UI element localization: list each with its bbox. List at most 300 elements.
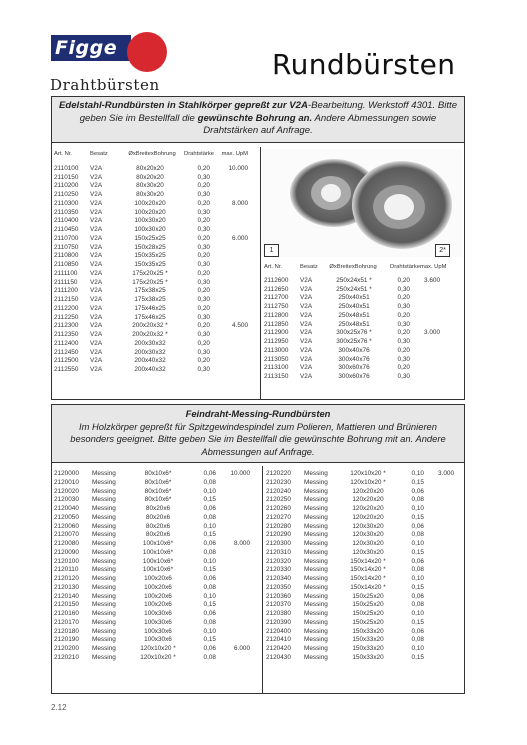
cell-max-rpm xyxy=(210,226,248,235)
cell-art-nr: 2120020 xyxy=(54,487,79,495)
table-row xyxy=(264,303,464,312)
table-row xyxy=(264,329,464,338)
cell-art-nr: 2120140 xyxy=(54,592,79,600)
brass-table-right xyxy=(266,470,464,663)
cell-material: V2A xyxy=(90,234,103,242)
cell-art-nr: 2120120 xyxy=(54,575,79,582)
cell-art-nr: 2112500 xyxy=(54,357,79,365)
cell-max-rpm xyxy=(216,496,250,505)
cell-material: Messing xyxy=(304,470,328,477)
cell-art-nr: 2112750 xyxy=(264,303,289,310)
table-row xyxy=(54,305,258,314)
cell-dimensions: 200x20x32 * xyxy=(132,322,168,330)
cell-wire-gauge: 0,20 xyxy=(397,294,410,302)
stainless-table-left xyxy=(54,150,258,375)
cell-max-rpm xyxy=(424,575,454,584)
cell-dimensions: 150x25x20 xyxy=(352,610,384,617)
stainless-heading-bold: Edelstahl-Rundbürsten in Stahlkörper gepreßt zur V2A xyxy=(58,100,308,111)
cell-wire-gauge: 0,30 xyxy=(397,285,410,293)
cell-art-nr: 2110200 xyxy=(54,182,79,190)
header-besatz: Besatz xyxy=(300,264,318,270)
cell-wire-gauge: 0,06 xyxy=(203,540,216,547)
table-row xyxy=(266,593,464,602)
table-row xyxy=(264,294,464,303)
cell-material: Messing xyxy=(304,505,328,512)
cell-art-nr: 2112350 xyxy=(54,331,79,338)
cell-art-nr: 2120380 xyxy=(266,610,291,617)
cell-art-nr: 2120320 xyxy=(266,557,291,565)
cell-max-rpm xyxy=(424,610,454,619)
cell-dimensions: 150x14x20 * xyxy=(350,575,386,582)
cell-material: Messing xyxy=(92,505,116,512)
cell-wire-gauge: 0,10 xyxy=(411,540,424,547)
cell-art-nr: 2110150 xyxy=(54,173,79,181)
cell-material: Messing xyxy=(92,618,116,626)
cell-max-rpm xyxy=(424,488,454,497)
cell-max-rpm xyxy=(210,209,248,218)
cell-wire-gauge: 0,30 xyxy=(197,208,210,216)
cell-material: V2A xyxy=(90,322,103,330)
cell-material: V2A xyxy=(90,182,103,190)
cell-art-nr: 2120260 xyxy=(266,505,291,512)
cell-wire-gauge: 0,06 xyxy=(203,610,216,617)
cell-max-rpm xyxy=(424,496,454,505)
cell-wire-gauge: 0,30 xyxy=(397,303,410,310)
cell-wire-gauge: 0,10 xyxy=(203,487,216,495)
cell-art-nr: 2120360 xyxy=(266,592,291,600)
cell-art-nr: 2110850 xyxy=(54,261,79,268)
cell-material: V2A xyxy=(90,278,103,286)
cell-max-rpm xyxy=(216,488,250,497)
table-row xyxy=(54,470,260,479)
cell-max-rpm xyxy=(210,279,248,288)
cell-wire-gauge: 0,30 xyxy=(197,348,210,356)
table-row xyxy=(54,593,260,602)
cell-material: V2A xyxy=(90,331,103,338)
cell-material: Messing xyxy=(304,531,328,539)
cell-art-nr: 2112450 xyxy=(54,348,79,356)
table-row xyxy=(266,566,464,575)
header-wire: Drahtstärke xyxy=(390,264,420,270)
cell-material: Messing xyxy=(92,531,116,539)
cell-wire-gauge: 0,10 xyxy=(203,627,216,635)
cell-dimensions: 175x46x25 xyxy=(134,313,166,321)
cell-art-nr: 2120430 xyxy=(266,653,291,661)
cell-art-nr: 2110350 xyxy=(54,208,79,216)
table-row xyxy=(54,314,258,323)
cell-material: Messing xyxy=(304,478,328,486)
cell-max-rpm xyxy=(424,584,454,593)
cell-art-nr: 2120420 xyxy=(266,645,291,652)
cell-max-rpm xyxy=(210,261,248,270)
cell-dimensions: 120x10x20 * xyxy=(350,470,386,477)
cell-max-rpm xyxy=(424,601,454,610)
table-row xyxy=(54,610,260,619)
cell-material: Messing xyxy=(92,540,116,547)
cell-art-nr: 2120410 xyxy=(266,636,291,644)
cell-art-nr: 2120080 xyxy=(54,540,79,547)
cell-wire-gauge: 0,06 xyxy=(411,592,424,600)
cell-material: Messing xyxy=(92,470,116,477)
cell-max-rpm xyxy=(216,549,250,558)
cell-dimensions: 120x10x20 * xyxy=(350,478,386,486)
table-row xyxy=(54,575,260,584)
cell-material: Messing xyxy=(304,601,328,609)
cell-dimensions: 200x40x32 xyxy=(134,366,166,373)
cell-art-nr: 2110250 xyxy=(54,191,79,198)
cell-wire-gauge: 0,20 xyxy=(197,339,210,347)
cell-art-nr: 2120000 xyxy=(54,470,79,477)
stainless-heading-rest: -Bearbeitung. Werkstoff 4301. Bitte geben Sie im Bestellfall die xyxy=(79,100,458,124)
cell-dimensions: 150x25x20 xyxy=(352,592,384,600)
cell-max-rpm xyxy=(410,364,440,373)
cell-dimensions: 100x20x6 xyxy=(144,592,172,600)
stainless-column-divider xyxy=(260,147,261,399)
cell-max-rpm xyxy=(424,514,454,523)
brass-right-rows xyxy=(266,470,464,663)
cell-wire-gauge: 0,20 xyxy=(197,357,210,365)
cell-dimensions: 150x33x20 xyxy=(352,636,384,644)
cell-wire-gauge: 0,15 xyxy=(411,618,424,626)
cell-max-rpm xyxy=(424,593,454,602)
header-wire: Drahtstärke xyxy=(184,151,214,157)
cell-wire-gauge: 0,15 xyxy=(411,548,424,556)
cell-material: Messing xyxy=(304,487,328,495)
cell-max-rpm xyxy=(424,558,454,567)
cell-art-nr: 2110450 xyxy=(54,226,79,233)
table-row xyxy=(54,566,260,575)
cell-wire-gauge: 0,20 xyxy=(397,346,410,354)
cell-max-rpm xyxy=(216,514,250,523)
cell-material: V2A xyxy=(90,226,103,233)
cell-art-nr: 2120250 xyxy=(266,496,291,504)
cell-max-rpm xyxy=(216,531,250,540)
table-row xyxy=(54,340,258,349)
table-row xyxy=(54,514,260,523)
cell-wire-gauge: 0,08 xyxy=(203,548,216,556)
cell-dimensions: 80x20x6 xyxy=(145,513,171,521)
cell-max-rpm xyxy=(210,349,248,358)
cell-max-rpm xyxy=(410,338,440,347)
cell-dimensions: 100x20x6 xyxy=(144,575,172,582)
cell-wire-gauge: 0,08 xyxy=(203,653,216,661)
brass-left-rows xyxy=(54,470,260,663)
cell-material: Messing xyxy=(304,513,328,521)
cell-max-rpm xyxy=(216,584,250,593)
cell-dimensions: 120x20x20 xyxy=(352,496,384,504)
table-row xyxy=(54,287,258,296)
cell-wire-gauge: 0,30 xyxy=(197,296,210,303)
cell-dimensions: 150x33x20 xyxy=(352,645,384,652)
cell-wire-gauge: 0,06 xyxy=(203,505,216,512)
table-row xyxy=(54,349,258,358)
cell-material: Messing xyxy=(304,618,328,626)
cell-material: Messing xyxy=(304,610,328,617)
cell-wire-gauge: 0,30 xyxy=(397,320,410,328)
cell-art-nr: 2120350 xyxy=(266,583,291,591)
cell-wire-gauge: 0,30 xyxy=(397,355,410,363)
cell-max-rpm xyxy=(210,340,248,349)
cell-material: V2A xyxy=(300,303,313,310)
table-row xyxy=(54,636,260,645)
cell-dimensions: 250x24x51 * xyxy=(336,285,372,293)
cell-material: Messing xyxy=(92,645,116,652)
cell-material: Messing xyxy=(92,653,116,661)
cell-art-nr: 2120240 xyxy=(266,487,291,495)
cell-art-nr: 2120280 xyxy=(266,522,291,530)
cell-art-nr: 2120160 xyxy=(54,610,79,617)
brass-heading-bold: Feindraht-Messing-Rundbürsten xyxy=(185,408,331,419)
cell-material: Messing xyxy=(92,610,116,617)
cell-wire-gauge: 0,10 xyxy=(203,557,216,565)
cell-max-rpm xyxy=(410,303,440,312)
cell-wire-gauge: 0,30 xyxy=(197,173,210,181)
cell-max-rpm xyxy=(210,217,248,226)
cell-max-rpm xyxy=(410,347,440,356)
cell-dimensions: 80x30x20 xyxy=(136,191,164,198)
cell-dimensions: 80x20x6 xyxy=(145,522,171,530)
cell-dimensions: 80x10x6* xyxy=(144,487,172,495)
brand-logo-text: Figge xyxy=(55,37,118,59)
table-row xyxy=(54,531,260,540)
cell-material: Messing xyxy=(304,636,328,644)
table-row xyxy=(266,531,464,540)
cell-art-nr: 2110400 xyxy=(54,217,79,225)
cell-material: V2A xyxy=(300,294,313,302)
table-row xyxy=(264,286,464,295)
cell-material: Messing xyxy=(92,478,116,486)
cell-material: Messing xyxy=(304,645,328,652)
cell-art-nr: 2112250 xyxy=(54,313,79,321)
page-title: Rundbürsten xyxy=(272,48,456,81)
cell-art-nr: 2120230 xyxy=(266,478,291,486)
cell-dimensions: 100x20x20 xyxy=(134,208,166,216)
cell-wire-gauge: 0,20 xyxy=(197,252,210,260)
cell-art-nr: 2120030 xyxy=(54,496,79,504)
cell-art-nr: 2120400 xyxy=(266,627,291,635)
cell-wire-gauge: 0,20 xyxy=(397,364,410,372)
table-row xyxy=(54,322,258,331)
cell-art-nr: 2113100 xyxy=(264,364,289,372)
cell-dimensions: 80x20x6 xyxy=(145,531,171,539)
cell-material: Messing xyxy=(92,592,116,600)
cell-max-rpm xyxy=(210,174,248,183)
cell-dimensions: 100x20x6 xyxy=(144,601,172,609)
cell-art-nr: 2112700 xyxy=(264,294,289,302)
cell-material: V2A xyxy=(90,217,103,225)
header-art-nr: Art. Nr. xyxy=(54,151,73,157)
cell-max-rpm: 6.000 xyxy=(232,234,248,242)
cell-max-rpm: 3.600 xyxy=(424,276,440,284)
cell-art-nr: 2120010 xyxy=(54,478,79,486)
cell-wire-gauge: 0,20 xyxy=(397,329,410,337)
cell-material: V2A xyxy=(300,329,313,337)
table-row xyxy=(266,636,464,645)
cell-wire-gauge: 0,30 xyxy=(197,278,210,286)
table-row xyxy=(264,356,464,365)
cell-dimensions: 100x30x6 xyxy=(144,627,172,635)
cell-max-rpm xyxy=(216,654,250,663)
cell-dimensions: 150x14x20 * xyxy=(350,583,386,591)
cell-dimensions: 300x25x76 * xyxy=(336,329,372,337)
cell-material: Messing xyxy=(92,636,116,644)
cell-art-nr: 2113000 xyxy=(264,346,289,354)
cell-dimensions: 120x30x20 xyxy=(352,540,384,547)
cell-art-nr: 2120300 xyxy=(266,540,291,547)
cell-material: V2A xyxy=(90,199,103,207)
cell-dimensions: 80x20x20 xyxy=(136,173,164,181)
cell-max-rpm xyxy=(216,479,250,488)
brass-column-divider xyxy=(262,466,263,693)
cell-material: V2A xyxy=(90,243,103,251)
cell-max-rpm xyxy=(424,636,454,645)
table-row xyxy=(54,619,260,628)
cell-art-nr: 2110800 xyxy=(54,252,79,260)
cell-dimensions: 200x30x32 xyxy=(134,339,166,347)
cell-dimensions: 150x35x25 xyxy=(134,252,166,260)
cell-wire-gauge: 0,08 xyxy=(203,513,216,521)
cell-max-rpm xyxy=(216,601,250,610)
cell-art-nr: 2112900 xyxy=(264,329,289,337)
cell-art-nr: 2111100 xyxy=(54,269,78,277)
cell-wire-gauge: 0,10 xyxy=(411,470,424,477)
cell-wire-gauge: 0,30 xyxy=(197,366,210,373)
cell-max-rpm xyxy=(410,321,440,330)
cell-wire-gauge: 0,08 xyxy=(411,636,424,644)
cell-wire-gauge: 0,30 xyxy=(197,226,210,233)
cell-max-rpm xyxy=(210,191,248,200)
cell-max-rpm: 3.000 xyxy=(424,329,440,337)
cell-dimensions: 100x10x6* xyxy=(142,557,174,565)
table-row xyxy=(54,252,258,261)
cell-max-rpm xyxy=(210,331,248,340)
cell-dimensions: 100x20x20 xyxy=(134,199,166,207)
cell-art-nr: 2120290 xyxy=(266,531,291,539)
cell-art-nr: 2112400 xyxy=(54,339,79,347)
cell-art-nr: 2120340 xyxy=(266,575,291,582)
cell-wire-gauge: 0,10 xyxy=(203,592,216,600)
cell-art-nr: 2112650 xyxy=(264,285,289,293)
photo-tag-2: 2* xyxy=(435,244,450,257)
cell-wire-gauge: 0,06 xyxy=(203,470,216,477)
table-row xyxy=(266,470,464,479)
table-row xyxy=(266,488,464,497)
cell-material: Messing xyxy=(304,540,328,547)
cell-material: Messing xyxy=(92,487,116,495)
cell-material: V2A xyxy=(300,285,313,293)
table-row xyxy=(266,575,464,584)
header-dimensions: ØxBreitexBohrung xyxy=(329,264,377,270)
cell-dimensions: 300x25x76 * xyxy=(336,338,372,345)
table-row xyxy=(54,200,258,209)
table-row xyxy=(54,628,260,637)
cell-art-nr: 2120040 xyxy=(54,505,79,512)
cell-dimensions: 150x33x20 xyxy=(352,627,384,635)
cell-material: Messing xyxy=(92,566,116,574)
cell-dimensions: 120x30x20 xyxy=(352,548,384,556)
cell-material: Messing xyxy=(304,592,328,600)
cell-wire-gauge: 0,08 xyxy=(411,601,424,609)
stainless-section-heading xyxy=(52,97,464,143)
cell-dimensions: 80x10x6* xyxy=(144,470,172,477)
cell-dimensions: 175x46x25 xyxy=(134,304,166,312)
table-row xyxy=(266,645,464,654)
cell-art-nr: 2110750 xyxy=(54,243,79,251)
header-art-nr: Art. Nr. xyxy=(264,264,283,270)
cell-max-rpm xyxy=(216,558,250,567)
table-row xyxy=(266,558,464,567)
cell-wire-gauge: 0,30 xyxy=(197,191,210,198)
cell-max-rpm xyxy=(410,312,440,321)
cell-dimensions: 175x20x25 * xyxy=(132,269,168,277)
cell-dimensions: 100x30x20 xyxy=(134,226,166,233)
cell-wire-gauge: 0,15 xyxy=(203,601,216,609)
header-dimensions: ØxBreitexBohrung xyxy=(128,151,176,157)
cell-dimensions: 120x10x20 * xyxy=(140,653,176,661)
cell-material: V2A xyxy=(90,313,103,321)
cell-art-nr: 2120070 xyxy=(54,531,79,539)
cell-material: Messing xyxy=(304,496,328,504)
cell-dimensions: 175x38x25 xyxy=(134,296,166,303)
cell-wire-gauge: 0,20 xyxy=(197,164,210,172)
cell-dimensions: 200x20x32 * xyxy=(132,331,168,338)
table-header xyxy=(264,263,464,272)
cell-max-rpm xyxy=(210,314,248,323)
cell-max-rpm xyxy=(216,619,250,628)
cell-max-rpm xyxy=(216,628,250,637)
cell-art-nr: 2111150 xyxy=(54,278,78,286)
cell-wire-gauge: 0,10 xyxy=(411,505,424,512)
table-row xyxy=(266,479,464,488)
cell-material: V2A xyxy=(300,355,313,363)
cell-material: V2A xyxy=(300,320,313,328)
cell-wire-gauge: 0,30 xyxy=(197,331,210,338)
cell-material: V2A xyxy=(90,287,103,295)
table-row xyxy=(54,217,258,226)
cell-art-nr: 2120310 xyxy=(266,548,291,556)
cell-dimensions: 80x20x6 xyxy=(145,505,171,512)
cell-max-rpm: 10.000 xyxy=(230,470,250,477)
cell-wire-gauge: 0,20 xyxy=(197,304,210,312)
cell-wire-gauge: 0,08 xyxy=(203,618,216,626)
cell-art-nr: 2120390 xyxy=(266,618,291,626)
cell-material: V2A xyxy=(300,276,313,284)
cell-max-rpm xyxy=(424,479,454,488)
table-row xyxy=(54,279,258,288)
cell-max-rpm xyxy=(216,636,250,645)
table-row xyxy=(266,584,464,593)
cell-art-nr: 2120330 xyxy=(266,566,291,574)
cell-dimensions: 150x33x20 xyxy=(352,653,384,661)
table-row xyxy=(54,209,258,218)
cell-material: Messing xyxy=(304,575,328,582)
cell-wire-gauge: 0,06 xyxy=(411,627,424,635)
cell-dimensions: 250x48x51 xyxy=(338,320,370,328)
cell-max-rpm xyxy=(210,182,248,191)
cell-wire-gauge: 0,15 xyxy=(411,478,424,486)
cell-wire-gauge: 0,08 xyxy=(203,478,216,486)
cell-dimensions: 150x35x25 xyxy=(134,261,166,268)
cell-material: Messing xyxy=(92,627,116,635)
header-besatz: Besatz xyxy=(90,151,108,157)
cell-wire-gauge: 0,20 xyxy=(397,311,410,319)
table-row xyxy=(266,514,464,523)
cell-wire-gauge: 0,30 xyxy=(197,313,210,321)
cell-material: V2A xyxy=(90,261,103,268)
cell-material: V2A xyxy=(300,346,313,354)
table-row xyxy=(54,270,258,279)
table-row xyxy=(54,296,258,305)
